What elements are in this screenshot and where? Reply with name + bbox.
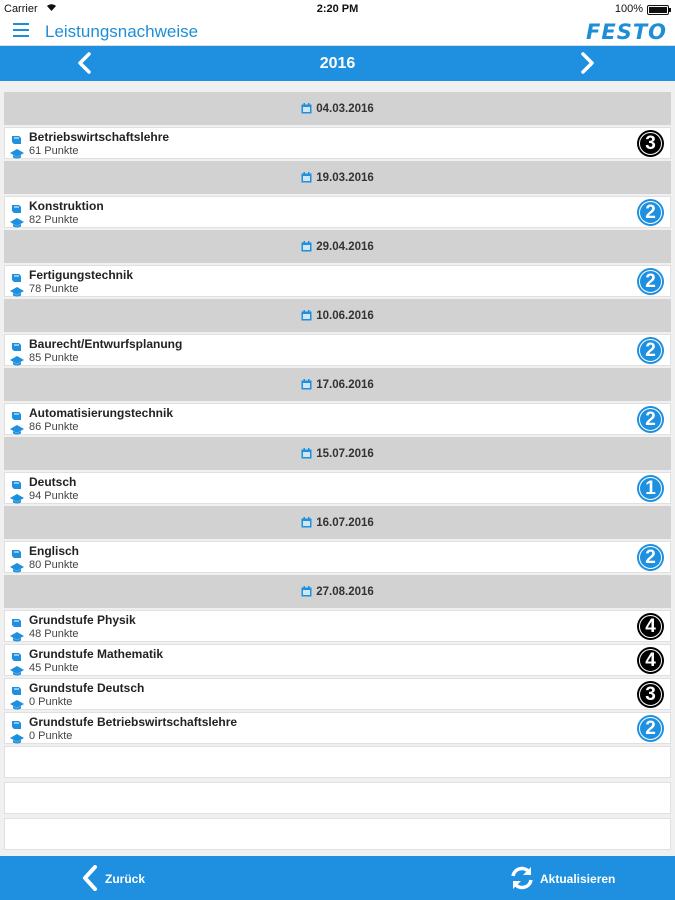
graduation-cap-icon <box>10 663 24 673</box>
points-label: 45 Punkte <box>29 662 79 674</box>
grade-value: 3 <box>645 684 656 705</box>
list-item[interactable] <box>4 610 671 642</box>
grade-badge <box>637 544 664 571</box>
list-item[interactable] <box>4 265 671 297</box>
grade-badge <box>637 199 664 226</box>
grade-value: 2 <box>645 547 656 568</box>
subject-name: Englisch <box>29 544 80 558</box>
grade-badge <box>637 475 664 502</box>
subject-name: Grundstufe Deutsch <box>29 681 145 695</box>
book-icon <box>11 615 22 625</box>
grade-value: 2 <box>645 202 656 223</box>
calendar-icon <box>301 586 312 597</box>
grade-badge <box>637 130 664 157</box>
points-label: 86 Punkte <box>29 421 79 433</box>
page-title: Leistungsnachweise <box>45 22 199 41</box>
menu-icon[interactable] <box>13 23 29 37</box>
graduation-cap-icon <box>10 215 24 225</box>
chevron-left-icon <box>80 865 100 891</box>
grade-value: 4 <box>645 650 656 671</box>
battery-percent: 100% <box>614 3 643 15</box>
calendar-icon <box>301 103 312 114</box>
book-icon <box>11 339 22 349</box>
subject-name: Betriebswirtschaftslehre <box>29 130 170 144</box>
book-icon <box>11 717 22 727</box>
graduation-cap-icon <box>10 731 24 741</box>
date-label: 10.06.2016 <box>316 309 374 322</box>
refresh-button-label[interactable]: Aktualisieren <box>540 872 616 886</box>
points-label: 80 Punkte <box>29 559 79 571</box>
calendar-icon <box>301 448 312 459</box>
book-icon <box>11 132 22 142</box>
carrier-label: Carrier <box>4 3 38 15</box>
empty-row <box>4 818 671 850</box>
subject-name: Konstruktion <box>29 199 104 213</box>
book-icon <box>11 477 22 487</box>
date-label: 29.04.2016 <box>316 240 374 253</box>
chevron-right-icon <box>576 52 598 74</box>
date-label: 17.06.2016 <box>316 378 374 391</box>
book-icon <box>11 408 22 418</box>
status-bar <box>0 0 675 20</box>
subject-name: Baurecht/Entwurfsplanung <box>29 337 183 351</box>
list-item[interactable] <box>4 196 671 228</box>
status-time: 2:20 PM <box>316 3 359 15</box>
graduation-cap-icon <box>10 491 24 501</box>
calendar-icon <box>301 172 312 183</box>
grade-badge <box>637 406 664 433</box>
book-icon <box>11 546 22 556</box>
refresh-icon[interactable] <box>508 864 536 897</box>
back-button-label[interactable]: Zurück <box>105 872 146 886</box>
calendar-icon <box>301 379 312 390</box>
subject-name: Grundstufe Mathematik <box>29 647 164 661</box>
year-navigation <box>0 46 675 81</box>
festo-logo: FESTO <box>586 20 667 44</box>
date-label: 16.07.2016 <box>316 516 374 529</box>
points-label: 85 Punkte <box>29 352 79 364</box>
date-header <box>4 299 671 332</box>
grade-badge <box>637 613 664 640</box>
graduation-cap-icon <box>10 353 24 363</box>
points-label: 61 Punkte <box>29 145 79 157</box>
year-label: 2016 <box>319 55 356 72</box>
graduation-cap-icon <box>10 146 24 156</box>
grade-badge <box>637 337 664 364</box>
empty-row <box>4 782 671 814</box>
graduation-cap-icon <box>10 284 24 294</box>
subject-name: Grundstufe Betriebswirtschaftslehre <box>29 715 238 729</box>
book-icon <box>11 683 22 693</box>
book-icon <box>11 649 22 659</box>
grade-badge <box>637 268 664 295</box>
grade-value: 2 <box>645 409 656 430</box>
graduation-cap-icon <box>10 560 24 570</box>
list-item[interactable] <box>4 678 671 710</box>
date-label: 27.08.2016 <box>316 585 374 598</box>
list-item[interactable] <box>4 403 671 435</box>
subject-name: Fertigungstechnik <box>29 268 134 282</box>
points-label: 48 Punkte <box>29 628 79 640</box>
date-header <box>4 230 671 263</box>
battery-icon <box>647 5 669 15</box>
grade-value: 3 <box>645 133 656 154</box>
date-label: 19.03.2016 <box>316 171 374 184</box>
graduation-cap-icon <box>10 422 24 432</box>
book-icon <box>11 270 22 280</box>
grade-value: 2 <box>645 271 656 292</box>
list-item[interactable] <box>4 541 671 573</box>
book-icon <box>11 201 22 211</box>
results-list[interactable] <box>0 81 675 856</box>
app-header <box>0 20 675 45</box>
date-header <box>4 437 671 470</box>
date-header <box>4 92 671 125</box>
points-label: 0 Punkte <box>29 696 73 708</box>
graduation-cap-icon <box>10 697 24 707</box>
graduation-cap-icon <box>10 629 24 639</box>
points-label: 0 Punkte <box>29 730 73 742</box>
grade-value: 2 <box>645 718 656 739</box>
list-item[interactable] <box>4 127 671 159</box>
points-label: 78 Punkte <box>29 283 79 295</box>
list-item[interactable] <box>4 334 671 366</box>
subject-name: Automatisierungstechnik <box>29 406 174 420</box>
list-item[interactable] <box>4 472 671 504</box>
date-header <box>4 161 671 194</box>
date-label: 04.03.2016 <box>316 102 374 115</box>
grade-value: 2 <box>645 340 656 361</box>
footer-toolbar <box>0 856 675 900</box>
subject-name: Grundstufe Physik <box>29 613 136 627</box>
list-item[interactable] <box>4 644 671 676</box>
empty-row <box>4 746 671 778</box>
grade-badge <box>637 647 664 674</box>
back-button[interactable] <box>80 865 100 896</box>
calendar-icon <box>301 241 312 252</box>
grade-value: 1 <box>645 478 656 499</box>
points-label: 94 Punkte <box>29 490 79 502</box>
date-header <box>4 575 671 608</box>
calendar-icon <box>301 517 312 528</box>
date-label: 15.07.2016 <box>316 447 374 460</box>
next-year-button[interactable] <box>576 52 598 74</box>
list-item[interactable] <box>4 712 671 744</box>
date-header <box>4 368 671 401</box>
grade-badge <box>637 715 664 742</box>
grade-value: 4 <box>645 616 656 637</box>
points-label: 82 Punkte <box>29 214 79 226</box>
subject-name: Deutsch <box>29 475 77 489</box>
date-header <box>4 506 671 539</box>
grade-badge <box>637 681 664 708</box>
calendar-icon <box>301 310 312 321</box>
